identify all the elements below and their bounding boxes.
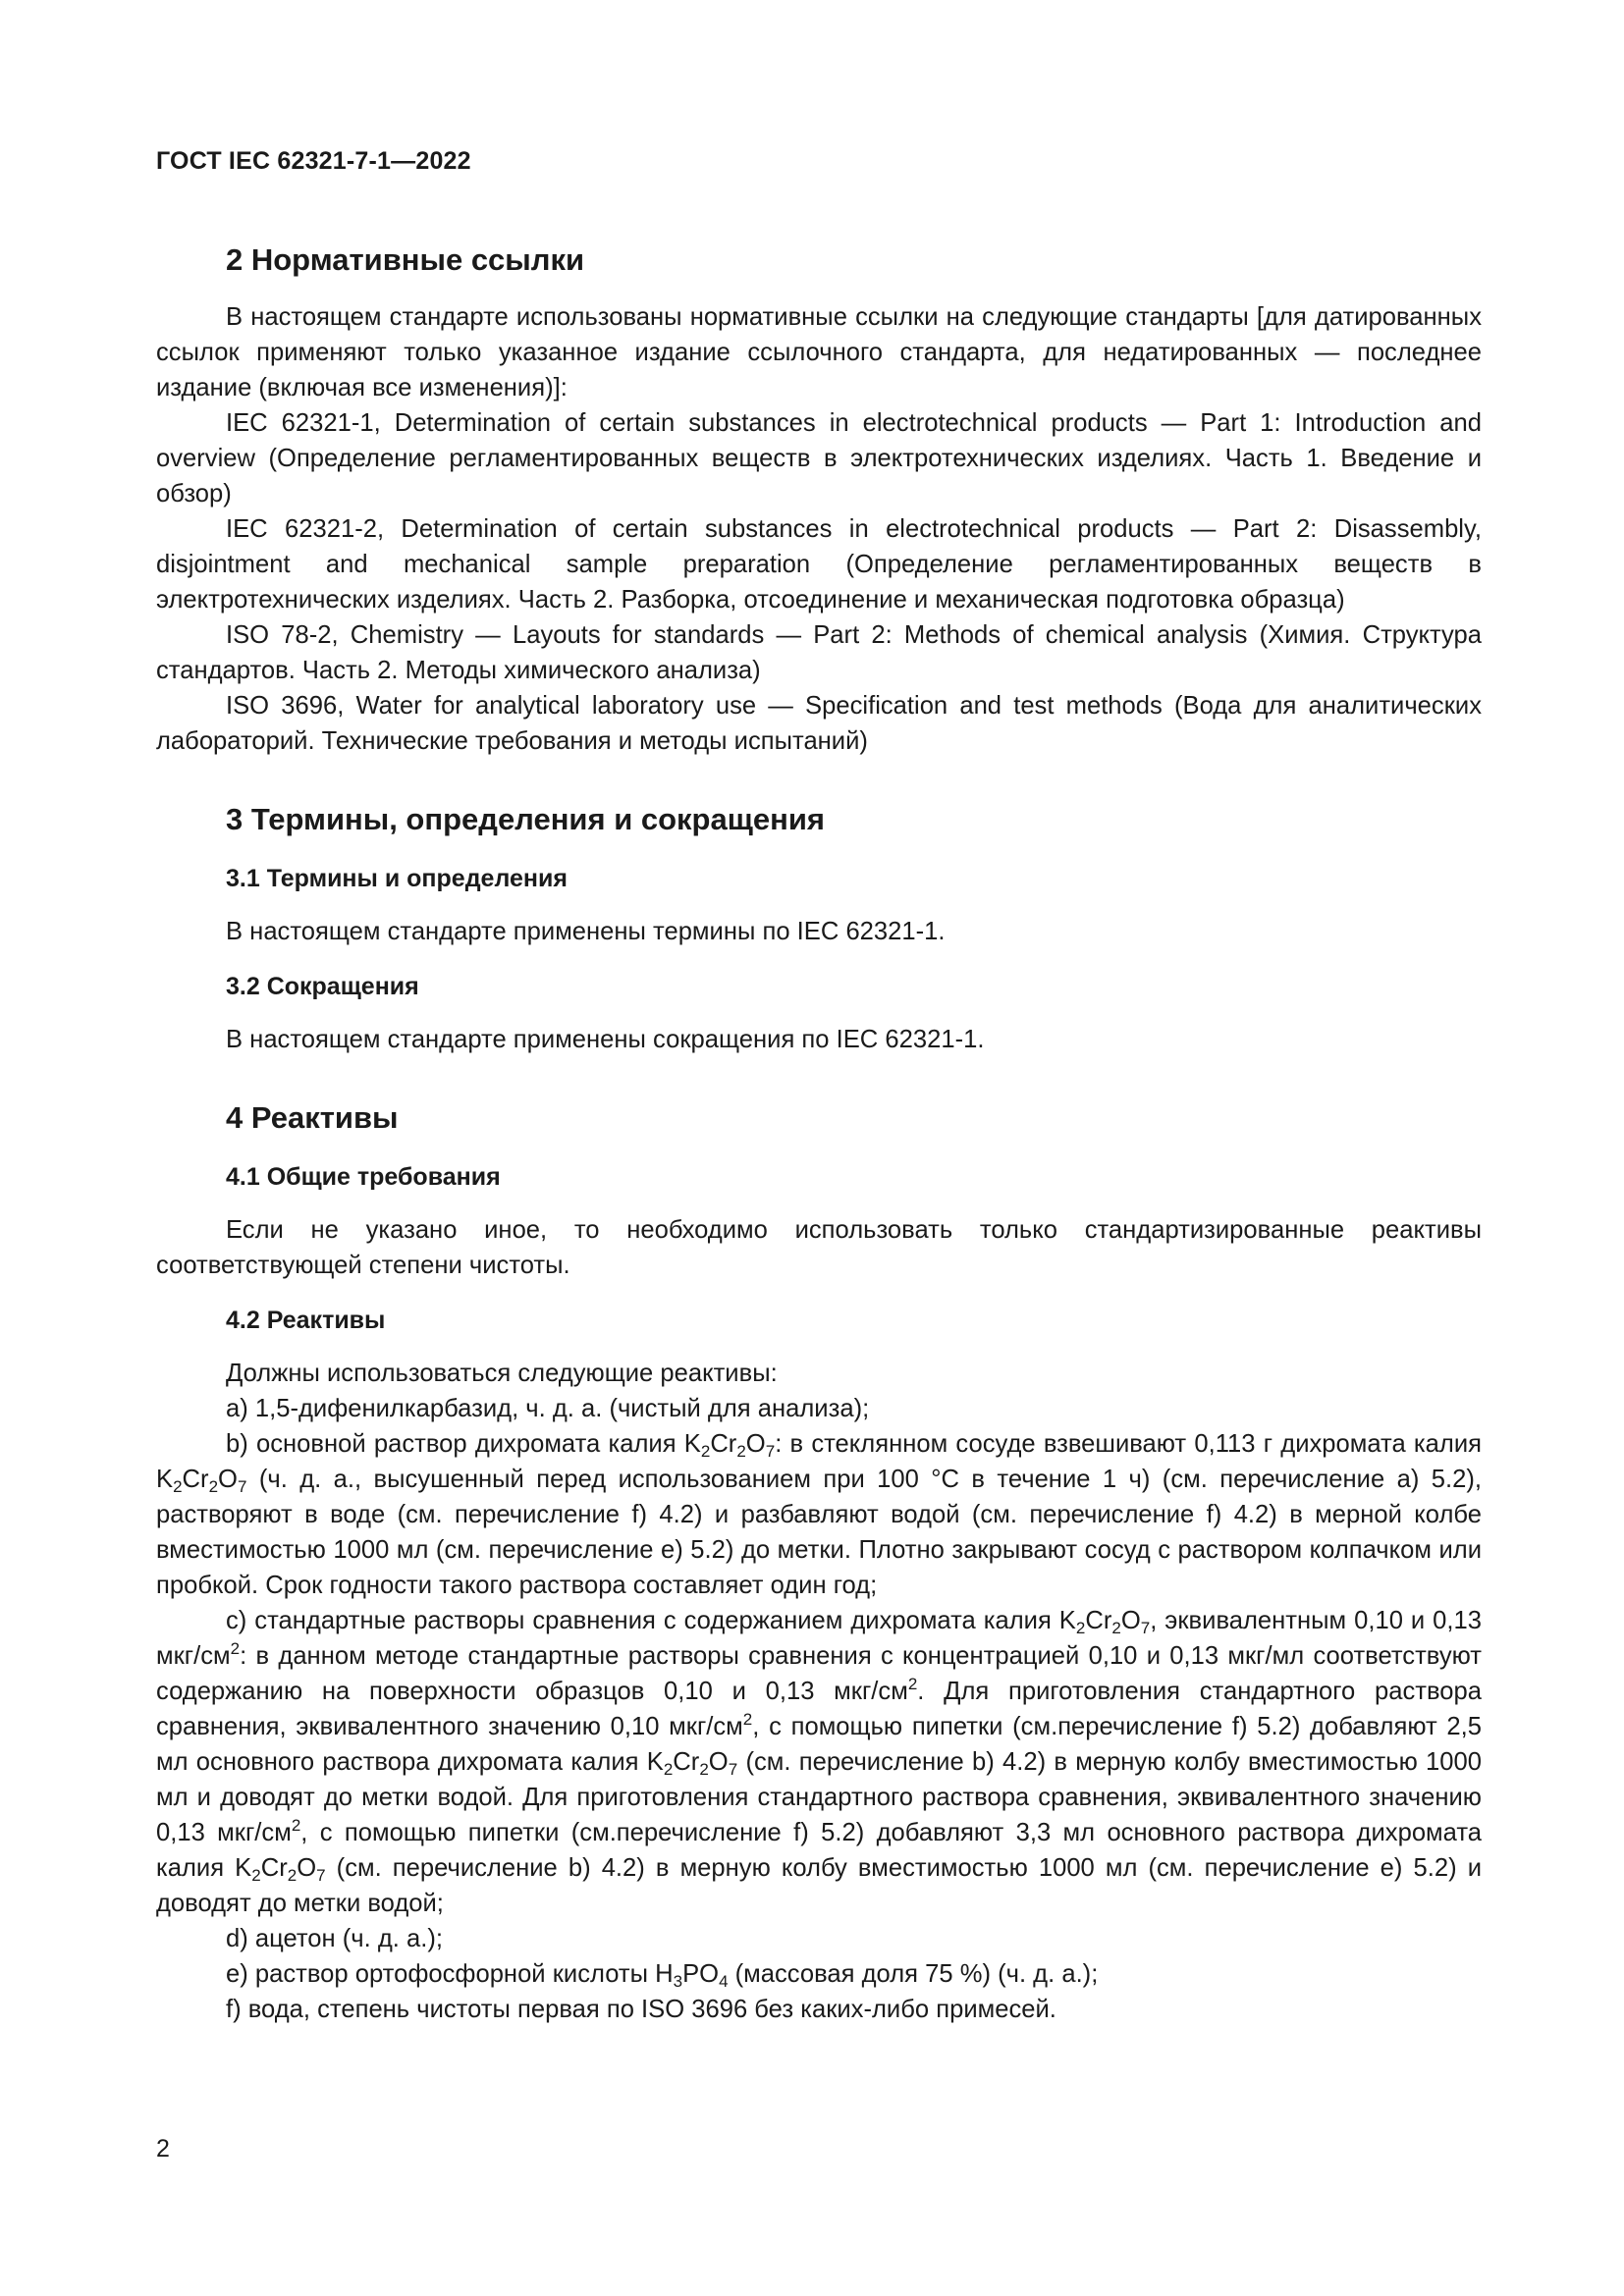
reference-item: ISO 3696, Water for analytical laboratory use — Specification and test methods (Вода для аналитических лабораторий. Технические требования и методы испытаний)	[156, 692, 1482, 755]
subsection-3-1-title: 3.1 Термины и определения	[226, 865, 568, 892]
subsection-4-1-title: 4.1 Общие требования	[226, 1163, 501, 1191]
reagent-item-b: b) основной раствор дихромата калия $K_2Cr_2O_7$: в стеклянном сосуде взвешивают 0,113 г дихромата калия $K_2Cr_2O_7$ (ч. д. а., высушенный перед использованием при 100 °C в течение 1 ч) (см. перечисление а) 5.2), растворяют в воде (см. перечисление f) 4.2) и разбавляют водой (см. перечисление f) 4.2) в мерной колбе вместимостью 1000 мл (см. перечисление е) 5.2) до метки. Плотно закрывают сосуд с раствором колпачком или пробкой. Срок годности такого раствора составляет один год;	[156, 1430, 1482, 1599]
subsection-3-1-text: В настоящем стандарте применены термины по IEC 62321-1.	[226, 918, 946, 945]
reagent-item-a: а) 1,5-дифенилкарбазид, ч. д. а. (чистый для анализа);	[226, 1395, 870, 1422]
subsection-4-2-title: 4.2 Реактивы	[226, 1307, 386, 1334]
subsection-4-2-intro: Должны использоваться следующие реактивы:	[226, 1360, 778, 1387]
page-content	[156, 221, 1482, 2027]
reagent-item-e: е) раствор ортофосфорной кислоты $H_3PO_4$ (массовая доля 75 %) (ч. д. а.);	[226, 1960, 1099, 1991]
reference-item: IEC 62321-1, Determination of certain substances in electrotechnical products — Part 1: Introduction and overview (Определение регламентированных веществ в электротехнических изделиях. Часть 1. Введение и обзор)	[156, 409, 1482, 507]
reagent-item-d: d) ацетон (ч. д. а.);	[226, 1925, 443, 1952]
reference-item: ISO 78-2, Chemistry — Layouts for standards — Part 2: Methods of chemical analysis (Химия. Структура стандартов. Часть 2. Методы химического анализа)	[156, 621, 1482, 684]
reagent-item-c: c) стандартные растворы сравнения с содержанием дихромата калия $K_2Cr_2O_7$, эквивалентным 0,10 и 0,13 мкг/$см^2$: в данном методе стандартные растворы сравнения с концентрацией 0,10 и 0,13 мкг/мл соответствуют содержанию на поверхности образцов 0,10 и 0,13 мкг/$см^2$. Для приготовления стандартного раствора сравнения, эквивалентного значению 0,10 мкг/$см^2$, с помощью пипетки (см.перечисление f) 5.2) добавляют 2,5 мл основного раствора дихромата калия $K_2Cr_2O_7$ (см. перечисление b) 4.2) в мерную колбу вместимостью 1000 мл и доводят до метки водой. Для приготовления стандартного раствора сравнения, эквивалентного значению 0,13 мкг/$см^2$, с помощью пипетки (см.перечисление f) 5.2) добавляют 3,3 мл основного раствора дихромата калия $K_2Cr_2O_7$ (см. перечисление b) 4.2) в мерную колбу вместимостью 1000 мл (см. перечисление е) 5.2) и доводят до метки водой;	[156, 1607, 1482, 1917]
page-number: 2	[156, 2135, 170, 2163]
subsection-3-2-text: В настоящем стандарте применены сокращения по IEC 62321-1.	[226, 1026, 985, 1053]
subsection-3-2-title: 3.2 Сокращения	[226, 973, 419, 1000]
section-2-intro: В настоящем стандарте использованы нормативные ссылки на следующие стандарты [для датированных ссылок применяют только указанное издание ссылочного стандарта, для недатированных — последнее издание (включая все изменения)]:	[156, 303, 1482, 401]
section-4-title: 4 Реактивы	[226, 1100, 399, 1135]
reference-item: IEC 62321-2, Determination of certain substances in electrotechnical products — Part 2: Disassembly, disjointment and mechanical sample preparation (Определение регламентированных веществ в электротехнических изделиях. Часть 2. Разборка, отсоединение и механическая подготовка образца)	[156, 515, 1482, 614]
section-3-title: 3 Термины, определения и сокращения	[226, 802, 825, 836]
subsection-4-1-text: Если не указано иное, то необходимо использовать только стандартизированные реактивы соответствующей степени чистоты.	[156, 1216, 1482, 1279]
reagent-item-f: f) вода, степень чистоты первая по ISO 3696 без каких-либо примесей.	[226, 1996, 1056, 2023]
section-2-title: 2 Нормативные ссылки	[226, 242, 585, 277]
document-header: ГОСТ IEC 62321-7-1—2022	[156, 147, 471, 175]
